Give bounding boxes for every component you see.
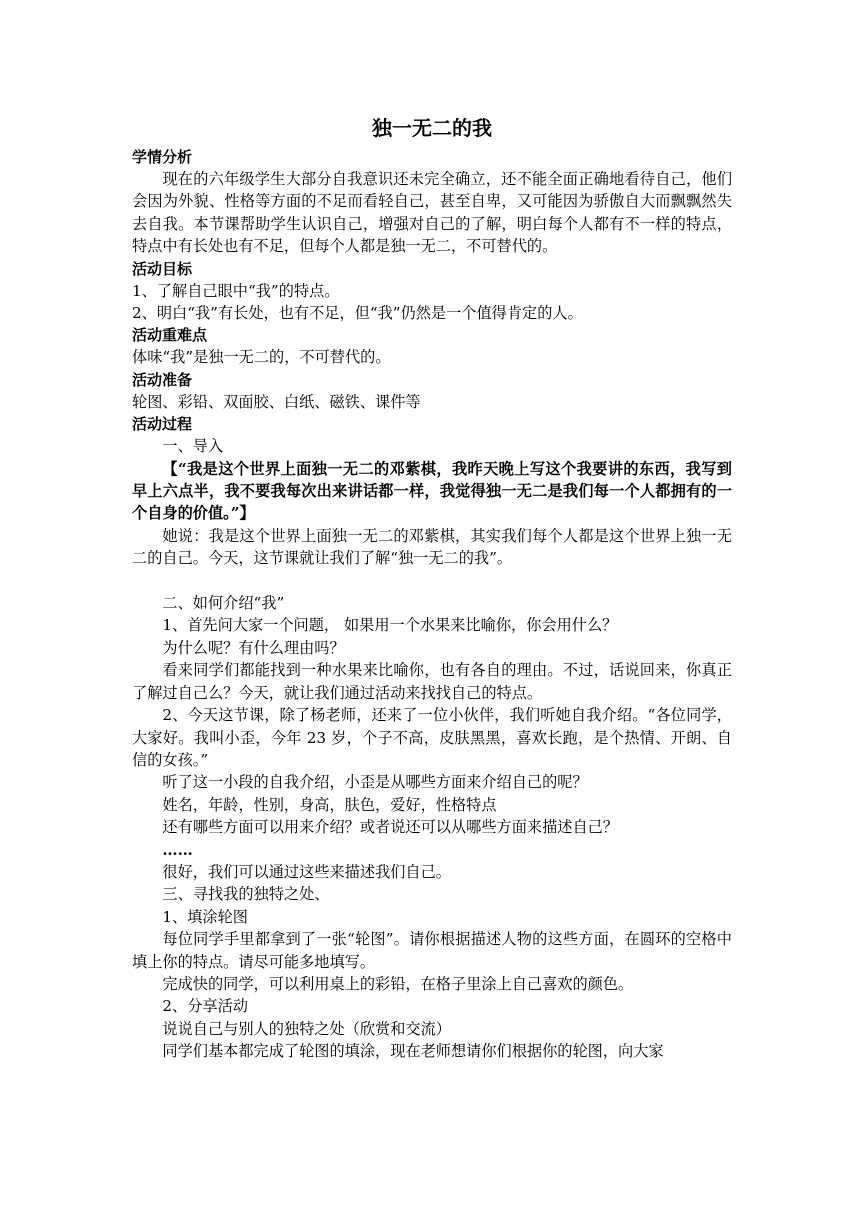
section-heading-goals: 活动目标 (132, 259, 193, 278)
process-paragraph: 她说：我是这个世界上面独一无二的邓紫棋，其实我们每个人都是这个世界上独一无二的自己。今天，这节课就让我们了解“独一无二的我”。 (132, 526, 732, 568)
process-paragraph: 2、分享活动 (162, 997, 248, 1016)
document-title: 独一无二的我 (372, 116, 492, 140)
process-paragraph: 姓名，年龄，性别，身高，肤色，爱好，性格特点 (162, 795, 497, 814)
process-step-heading: 二、如何介绍“我” (162, 594, 285, 613)
section-heading-difficulty: 活动重难点 (132, 326, 208, 345)
process-paragraph: 2、今天这节课，除了杨老师，还来了一位小伙伴，我们听她自我介绍。“各位同学，大家好。我叫小歪，今年 23 岁，个子不高，皮肤黑黑，喜欢长跑，是个热情、开朗、自信的女孩。” (132, 706, 732, 769)
analysis-paragraph: 现在的六年级学生大部分自我意识还未完全确立，还不能全面正确地看待自己，他们会因为外貌、性格等方面的不足而看轻自己，甚至自卑，又可能因为骄傲自大而飘飘然失去自我。本节课帮助学生认识自己，增强对自己的了解，明白每个人都有不一样的特点，特点中有长处也有不足，但每个人都是独一无二，不可替代的。 (132, 170, 732, 256)
process-paragraph: 1、首先问大家一个问题， 如果用一个水果来比喻你，你会用什么？ (162, 616, 618, 635)
ellipsis-line: …… (162, 840, 193, 859)
difficulty-text: 体味“我”是独一无二的，不可替代的。 (132, 348, 391, 367)
process-step-heading: 三、寻找我的独特之处、 (162, 885, 330, 904)
quote-paragraph: 【“我是这个世界上面独一无二的邓紫棋，我昨天晚上写这个我要讲的东西，我写到早上六点半，我不要我每次出来讲话都一样，我觉得独一无二是我们每一个人都拥有的一个自身的价值。”】 (132, 459, 732, 523)
preparation-text: 轮图、彩铅、双面胶、白纸、磁铁、课件等 (132, 392, 421, 411)
process-paragraph: 1、填涂轮图 (162, 907, 248, 926)
process-paragraph: 完成快的同学，可以利用桌上的彩铅，在格子里涂上自己喜欢的颜色。 (162, 974, 634, 993)
section-heading-process: 活动过程 (132, 415, 193, 434)
section-heading-preparation: 活动准备 (132, 370, 193, 389)
process-paragraph: 听了这一小段的自我介绍，小歪是从哪些方面来介绍自己的呢？ (162, 773, 588, 792)
process-paragraph: 为什么呢？有什么理由吗？ (162, 638, 345, 657)
goal-item: 1、了解自己眼中“我”的特点。 (132, 281, 340, 300)
goal-item: 2、明白“我”有长处，也有不足，但“我”仍然是一个值得肯定的人。 (132, 304, 583, 323)
process-step-heading: 一、导入 (162, 437, 224, 456)
process-paragraph: 还有哪些方面可以用来介绍？或者说还可以从哪些方面来描述自己？ (162, 818, 619, 837)
blank-line (132, 570, 732, 592)
section-heading-analysis: 学情分析 (132, 148, 193, 166)
process-paragraph: 很好，我们可以通过这些来描述我们自己。 (162, 862, 451, 881)
process-paragraph: 同学们基本都完成了轮图的填涂，现在老师想请你们根据你的轮图，向大家 (162, 1042, 664, 1061)
process-paragraph: 说说自己与别人的独特之处（欣赏和交流） (162, 1019, 451, 1038)
process-paragraph: 每位同学手里都拿到了一张“轮图”。请你根据描述人物的这些方面，在圆环的空格中填上你的特点。请尽可能多地填写。 (132, 930, 732, 971)
process-paragraph: 看来同学们都能找到一种水果来比喻你，也有各自的理由。不过，话说回来，你真正了解过自己么？今天，就让我们通过活动来找找自己的特点。 (132, 661, 732, 702)
